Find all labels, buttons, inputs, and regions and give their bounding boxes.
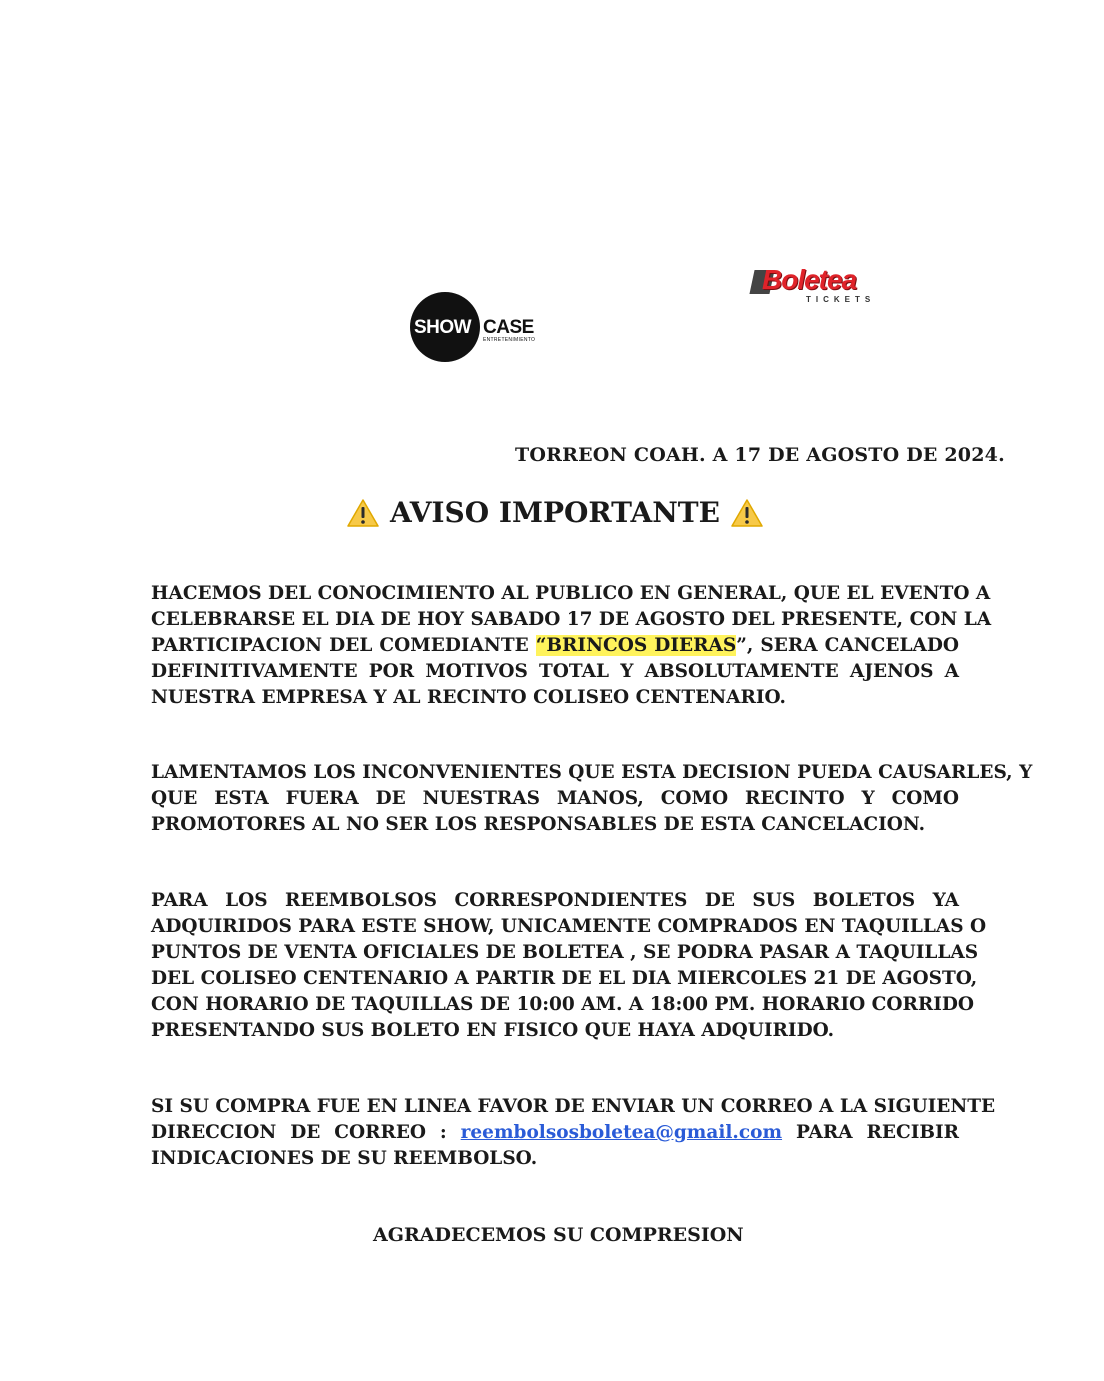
paragraph-line: ADQUIRIDOS PARA ESTE SHOW, UNICAMENTE COMPRADOS EN TAQUILLAS O xyxy=(151,916,987,937)
paragraph-apology xyxy=(151,760,1033,838)
notice-heading xyxy=(346,496,764,529)
showcase-logo-subtitle: ENTRETENIMIENTO xyxy=(483,337,536,343)
paragraph-line: NUESTRA EMPRESA Y AL RECINTO COLISEO CENTENARIO. xyxy=(151,687,786,708)
paragraph-line: DEFINITIVAMENTE POR MOTIVOS TOTAL Y ABSOLUTAMENTE AJENOS A xyxy=(151,661,959,682)
boletea-logo-tagline: TICKETS xyxy=(806,295,876,304)
paragraph-line: HACEMOS DEL CONOCIMIENTO AL PUBLICO EN GENERAL, QUE EL EVENTO A xyxy=(151,583,991,604)
document-date: TORREON COAH. A 17 DE AGOSTO DE 2024. xyxy=(515,444,1005,466)
paragraph-line: PUNTOS DE VENTA OFICIALES DE BOLETEA , SE PODRA PASAR A TAQUILLAS xyxy=(151,942,979,963)
paragraph-line: INDICACIONES DE SU REEMBOLSO. xyxy=(151,1148,538,1169)
paragraph-line: CELEBRARSE EL DIA DE HOY SABADO 17 DE AGOSTO DEL PRESENTE, CON LA xyxy=(151,609,992,630)
paragraph-refunds xyxy=(151,888,987,1044)
showcase-logo-show-text: SHOW xyxy=(414,317,472,338)
boletea-logo xyxy=(750,262,890,312)
paragraph-line: DEL COLISEO CENTENARIO A PARTIR DE EL DIA MIERCOLES 21 DE AGOSTO, xyxy=(151,968,978,989)
paragraph-text: DIRECCION DE CORREO : xyxy=(151,1122,461,1143)
paragraph-line: PROMOTORES AL NO SER LOS RESPONSABLES DE ESTA CANCELACION. xyxy=(151,814,926,835)
warning-icon xyxy=(730,498,764,528)
paragraph-line xyxy=(151,633,959,659)
paragraph-line: SI SU COMPRA FUE EN LINEA FAVOR DE ENVIAR UN CORREO A LA SIGUIENTE xyxy=(151,1096,996,1117)
boletea-logo-name: Boletea xyxy=(762,264,857,295)
showcase-logo xyxy=(410,292,550,364)
paragraph-line: CON HORARIO DE TAQUILLAS DE 10:00 AM. A 18:00 PM. HORARIO CORRIDO xyxy=(151,994,975,1015)
paragraph-line xyxy=(151,1120,959,1146)
page-title: AVISO IMPORTANTE xyxy=(390,496,720,529)
comedian-name-highlight: “BRINCOS DIERAS xyxy=(535,635,737,656)
showcase-logo-case-text: CASE xyxy=(483,317,534,338)
refund-email-link[interactable]: reembolsosboletea@gmail.com xyxy=(460,1122,783,1143)
paragraph-text: PARA RECIBIR xyxy=(795,1122,960,1143)
warning-icon xyxy=(346,498,380,528)
paragraph-text: PARTICIPACION DEL COMEDIANTE xyxy=(151,635,536,656)
closing-line: AGRADECEMOS SU COMPRESION xyxy=(373,1224,744,1246)
paragraph-line: QUE ESTA FUERA DE NUESTRAS MANOS, COMO RECINTO Y COMO xyxy=(151,788,959,809)
paragraph-cancellation xyxy=(151,581,992,711)
paragraph-line: LAMENTAMOS LOS INCONVENIENTES QUE ESTA DECISION PUEDA CAUSARLES, Y xyxy=(151,762,1033,783)
paragraph-line: PRESENTANDO SUS BOLETO EN FISICO QUE HAYA ADQUIRIDO. xyxy=(151,1020,835,1041)
paragraph-online-refund xyxy=(151,1094,996,1172)
paragraph-text: ”, SERA CANCELADO xyxy=(736,635,959,656)
paragraph-line: PARA LOS REEMBOLSOS CORRESPONDIENTES DE SUS BOLETOS YA xyxy=(151,890,959,911)
